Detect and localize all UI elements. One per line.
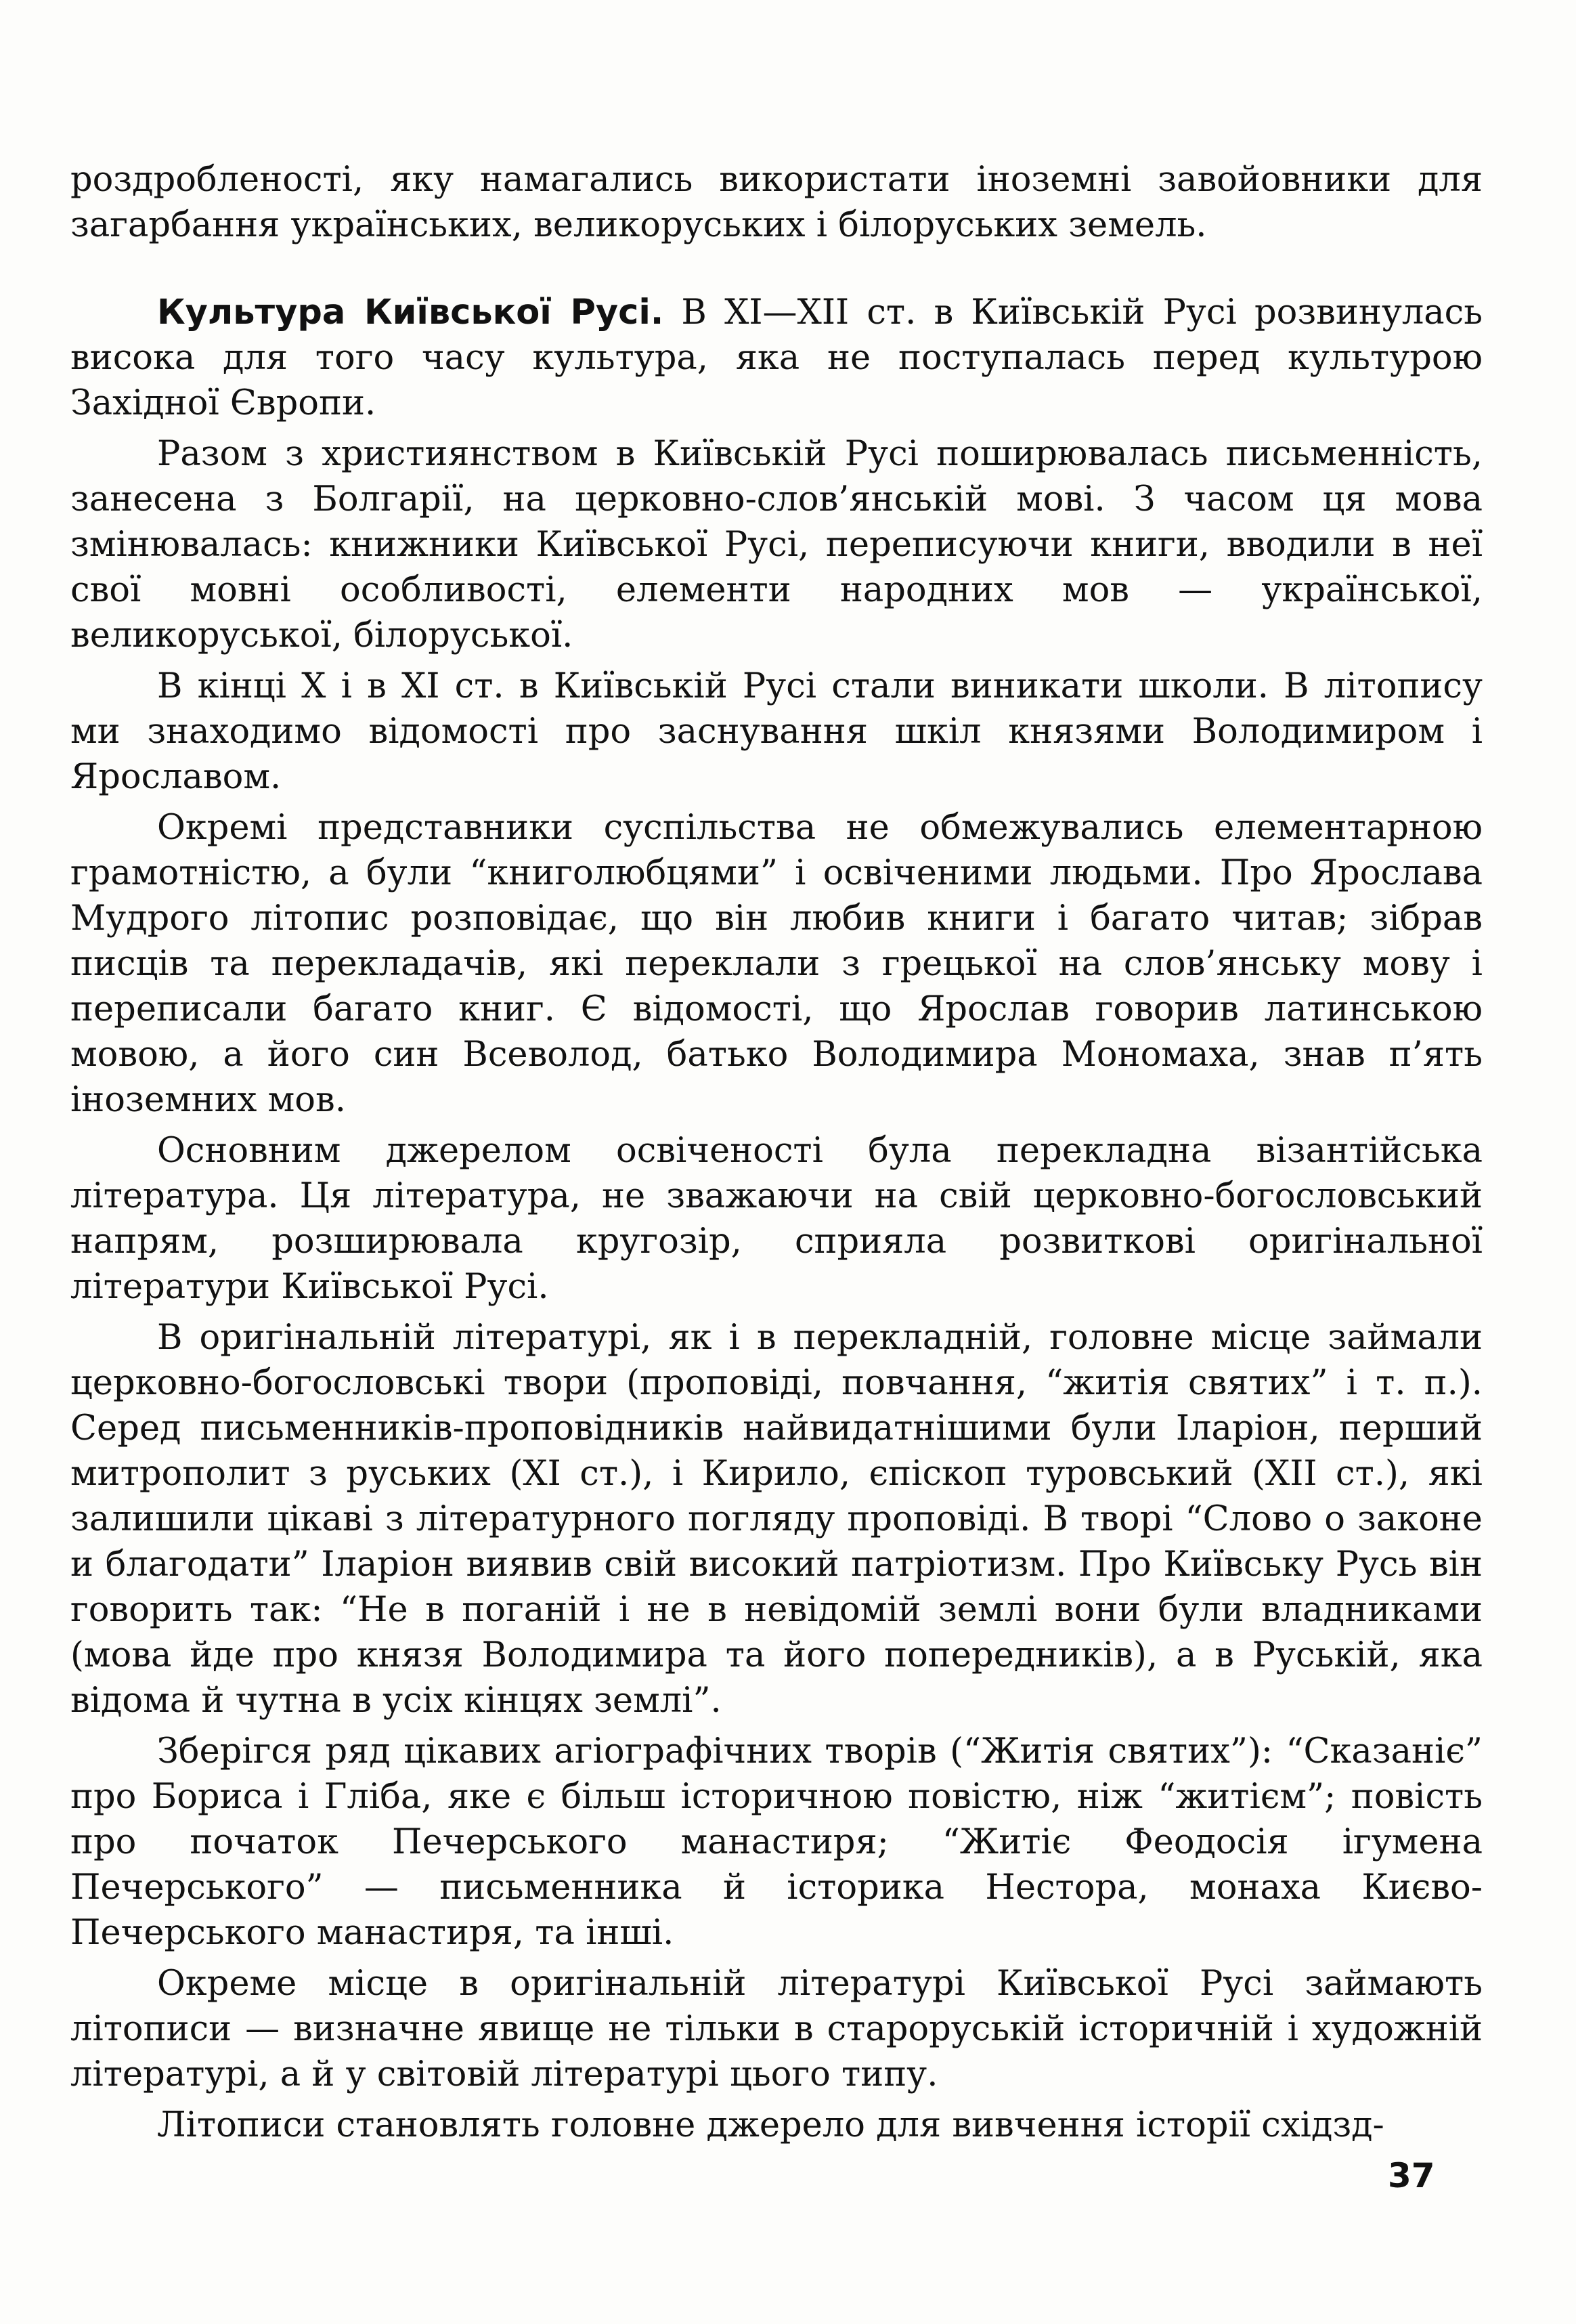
paragraph [70, 805, 1483, 1123]
paragraph-text: Літописи становлять головне джерело для вивчення історії східзд- [157, 2105, 1384, 2145]
paragraph-text: В оригінальній літературі, як і в перекладній, головне місце займали церковно-богословські твори (проповіді, повчання, “житія святих” і т. п.). Серед письменників-проповідників найвидатнішими були Іларіон, перший митрополит з руських (XI ст.), і Кирило, єпіскоп туровський (XII ст.), які залишили цікаві з літературного погляду проповіді. В творі “Слово о законе и благодати” Іларіон виявив свій високий патріотизм. Про Київську Русь він говорить так: “Не в поганій і не в невідомій землі вони були владниками (мова йде про князя Володимира та його попередників), а в Руській, яка відома й чутна в усіх кінцях землі”. [70, 1318, 1483, 1721]
paragraph [70, 157, 1483, 248]
paragraph-text: роздробленості, яку намагались використати іноземні завойовники для загарбання українських, великоруських і білоруських земель. [70, 160, 1483, 245]
paragraph [70, 1315, 1483, 1723]
paragraph-text: Окреме місце в оригінальній літературі Київської Русі займають літописи — визначне явище не тільки в староруській історичній і художній літературі, а й у світовій літературі цього типу. [70, 1964, 1483, 2094]
section-paragraph [70, 290, 1483, 426]
paragraph-text: Разом з християнством в Київській Русі поширювалась письменність, занесена з Болгарії, на церковно-слов’янській мові. З часом ця мова змінювалась: книжники Київської Русі, переписуючи книги, вводили в неї свої мовні особливості, елементи народних мов — української, великоруської, білоруської. [70, 434, 1483, 655]
paragraph-text: В XI—XII ст. в Київській Русі розвинулась висока для того часу культура, яка не поступалась перед культурою Західної Європи. [70, 293, 1483, 423]
paragraph [70, 431, 1483, 658]
paragraph-text: Окремі представники суспільства не обмежувались елементарною грамотністю, а були “книголюбцями” і освіченими людьми. Про Ярослава Мудрого літопис розповідає, що він любив книги і багато читав; зібрав писців та перекладачів, які переклали з грецької на слов’янську мову і переписали багато книг. Є відомості, що Ярослав говорив латинською мовою, а його син Всеволод, батько Володимира Мономаха, знав п’ять іноземних мов. [70, 808, 1483, 1120]
paragraph [70, 2103, 1483, 2148]
section-heading: Культура Київської Русі. [157, 293, 664, 332]
paragraph [70, 1128, 1483, 1310]
paragraph [70, 1961, 1483, 2097]
paragraph-text: В кінці X і в XI ст. в Київській Русі стали виникати школи. В літопису ми знаходимо відомості про заснування шкіл князями Володимиром і Ярославом. [70, 666, 1483, 797]
page-number: 37 [1388, 2156, 1435, 2195]
paragraph-text: Основним джерелом освіченості була перекладна візантійська література. Ця література, не зважаючи на свій церковно-богословський напрям, розширювала кругозір, сприяла розвиткові оригінальної літератури Київської Русі. [70, 1131, 1483, 1307]
body-text [70, 157, 1483, 2148]
paragraph [70, 1729, 1483, 1956]
paragraph [70, 664, 1483, 800]
paragraph-text: Зберігся ряд цікавих агіографічних творів (“Житія святих”): “Сказаніє” про Бориса і Гліба, яке є більш історичною повістю, ніж “житієм”; повість про початок Печерського манастиря; “Житіє Феодосія ігумена Печерського” — письменника й історика Нестора, монаха Києво-Печерського манастиря, та інші. [70, 1731, 1483, 1953]
